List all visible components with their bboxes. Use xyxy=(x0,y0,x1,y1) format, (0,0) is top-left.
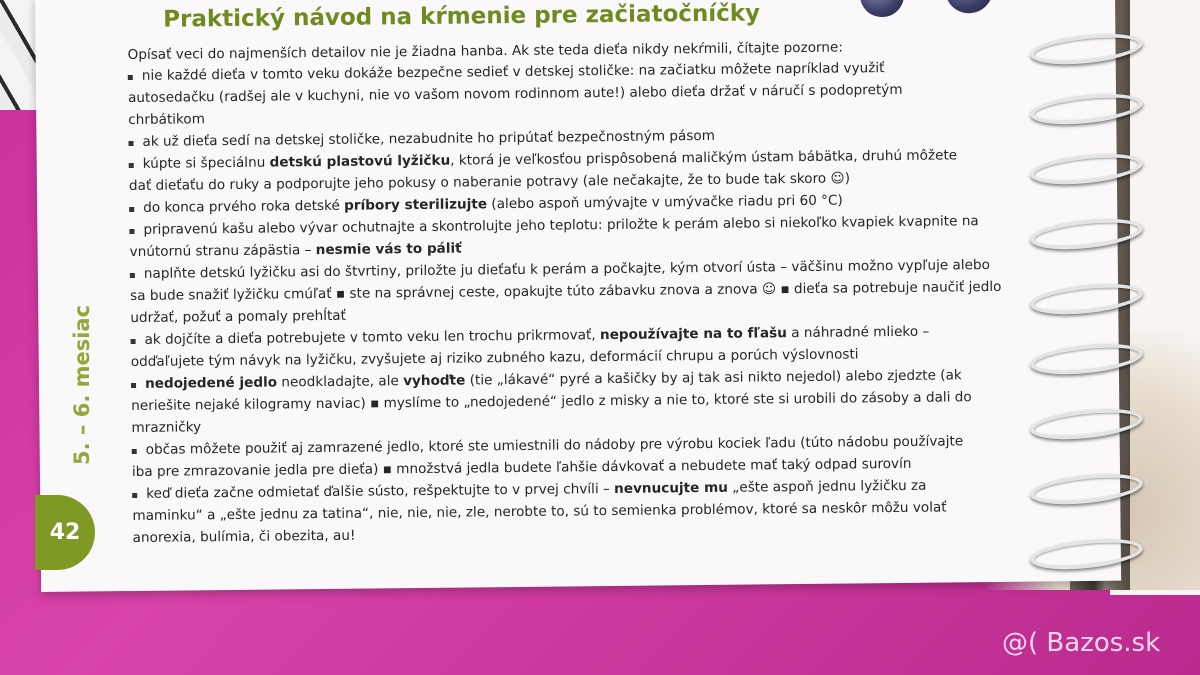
bullet xyxy=(129,163,134,168)
list-item-cont: iba pre zmrazovanie jedla pre dieťa) ▪ množstvá jedla budete ľahšie dávkovať a nebudete mať taký odpad surovín xyxy=(131,455,912,481)
list-item: pripravenú kašu alebo vývar ochutnajte a skontrolujte jeho teplotu: priložte k perám alebo si niekoľko kvapiek kvapnite na xyxy=(143,213,979,238)
blueberry-decoration xyxy=(945,0,994,13)
list-item-cont: mrazničky xyxy=(131,419,202,437)
list-item: kúpte si špeciálnu detskú plastovú lyžičku, ktorá je veľkosťou prispôsobená maličkým ústam bábätka, druhú môžete xyxy=(142,147,958,172)
bullet xyxy=(132,449,137,454)
intro-text: Opísať veci do najmenších detailov nie je žiadna hanba. Ak ste teda dieťa nikdy nekŕmili, čítajte pozorne: xyxy=(127,39,843,64)
watermark: @( Bazos.sk xyxy=(1002,628,1161,658)
bullet xyxy=(129,207,134,212)
list-item: do konca prvého roka detské príbory sterilizujte (alebo aspoň umývajte v umývačke riadu pri 60 °C) xyxy=(143,192,843,216)
page-title: Praktický návod na kŕmenie pre začiatočníčky xyxy=(163,0,761,33)
list-item-cont: dať dieťaťu do ruky a podporujte jeho pokusy o naberanie potravy (ale nečakajte, že to bude tak skoro ☺) xyxy=(128,170,851,195)
bullet xyxy=(132,493,137,498)
chapter-side-label: 5. – 6. mesiac xyxy=(70,304,94,465)
bullet xyxy=(129,229,134,234)
list-item-cont: udržať, požuť a pomaly prehĺtať xyxy=(130,307,347,327)
list-item-cont: vnútornú stranu zápästia – nesmie vás to páliť xyxy=(129,240,462,261)
list-item: naplňte detskú lyžičku asi do štvrtiny, priložte ju dieťaťu k perám a počkajte, kým otvorí ústa – väčšinu možno vypľuje alebo xyxy=(143,257,990,282)
list-item-cont: maminku“ a „ešte jednu za tatina“, nie, nie, nie, zle, nerobte to, sú to semienka problémov, ktoré sa neskôr môžu volať xyxy=(132,499,947,525)
book-page xyxy=(35,0,1121,592)
list-item: nie každé dieťa v tomto veku dokáže bezpečne sedieť v detskej stoličke: na začiatku môžete napríklad využiť xyxy=(141,60,885,84)
list-item-cont: odďaľujete tým návyk na lyžičku, zvyšujete aj riziko zubného kazu, deformácií chrupu a porúch výslovnosti xyxy=(130,346,859,371)
list-item: ak už dieťa sedí na detskej stoličke, nezabudnite ho pripútať bezpečnostným pásom xyxy=(142,127,716,150)
list-item-cont: chrbátikom xyxy=(128,111,206,129)
bullet xyxy=(131,383,136,388)
page-number: 42 xyxy=(35,495,95,570)
list-item: ak dojčíte a dieťa potrebujete v tomto veku len trochu prikrmovať, nepoužívajte na to fľašu a náhradné mlieko – xyxy=(144,323,930,348)
bullet xyxy=(128,75,133,80)
list-item: nedojedené jedlo neodkladajte, ale vyhoďte (tie „lákavé“ pyré a kašičky by aj tak asi nikto nejedol) alebo zjedzte (ak xyxy=(144,367,962,392)
bullet xyxy=(131,339,136,344)
bullet xyxy=(128,141,133,146)
list-item-cont: neriešite nejaké kilogramy naviac) ▪ myslíme to „nedojedené“ jedlo z misky a nie to, ktoré ste si urobili do zásoby a dali do xyxy=(131,389,972,415)
list-item: občas môžete použiť aj zamrazené jedlo, ktoré ste umiestnili do nádoby pre výrobu kociek ľadu (túto nádobu používajte xyxy=(145,433,964,458)
list-item: keď dieťa začne odmietať ďalšie sústo, rešpektujte to v prvej chvíli – nevnucujte mu „ešte aspoň jednu lyžičku za xyxy=(146,477,927,502)
list-item-cont: sa bude snažiť lyžičku cmúľať ▪ ste na správnej ceste, opakujte túto zábavku znova a znova ☺ ▪ dieťa sa potrebuje naučiť jedlo xyxy=(130,278,1002,305)
blueberry-decoration xyxy=(860,0,904,17)
list-item-cont: anorexia, bulímia, či obezita, au! xyxy=(132,527,356,547)
bullet xyxy=(130,273,135,278)
list-item-cont: autosedačku (radšej ale v kuchyni, nie vo vašom novom rodinnom aute!) alebo dieťa držať v náručí s podopretým xyxy=(127,81,903,107)
